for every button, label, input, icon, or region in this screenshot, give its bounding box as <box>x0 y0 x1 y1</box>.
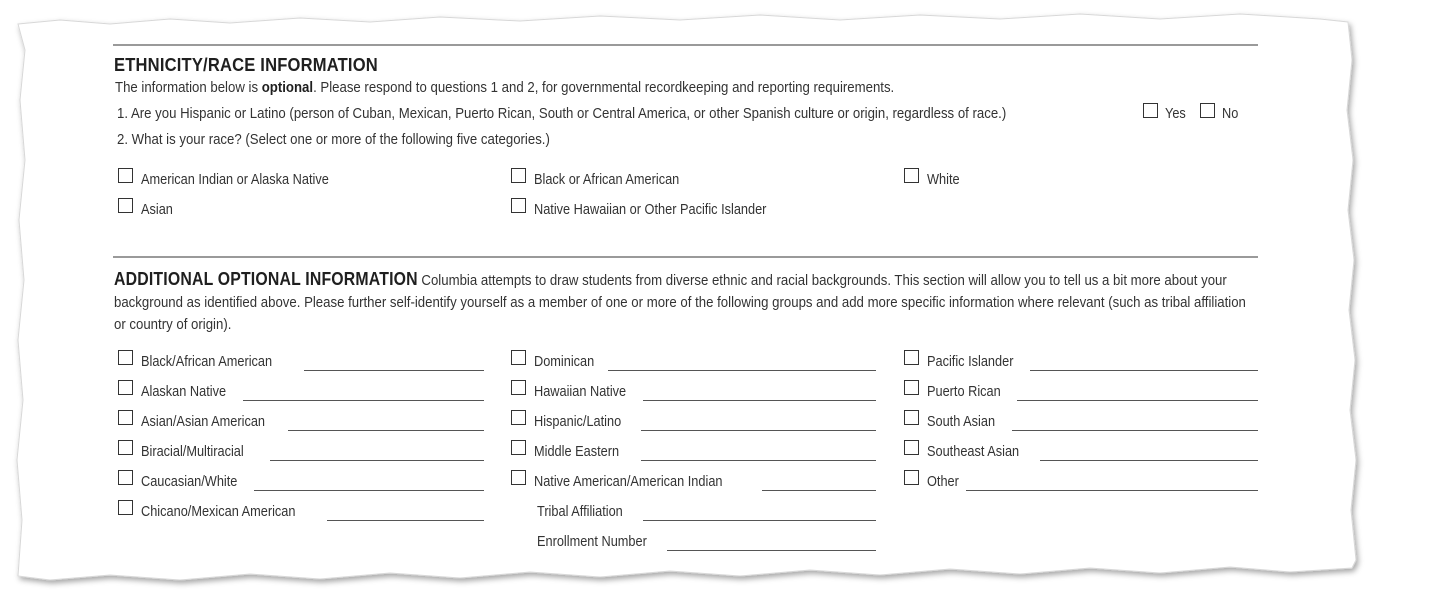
write-in-line[interactable] <box>288 430 484 431</box>
additional-info-description: Columbia attempts to draw students from diverse ethnic and racial backgrounds. This section will allow you to tell us a bit more about your background as identified above. Please further self-identify yourself as a member of one or more of the following groups and add more specific information where relevant (such as tribal affiliation or country of origin). <box>114 272 1246 333</box>
group-label: Southeast Asian <box>927 443 1020 460</box>
group-label: Alaskan Native <box>141 383 227 400</box>
enrollment-number-line[interactable] <box>667 550 876 551</box>
group-checkbox-puerto-rican[interactable] <box>904 380 919 395</box>
race-label-native-hawaiian: Native Hawaiian or Other Pacific Islander <box>534 201 767 218</box>
group-checkbox-hawaiian-native[interactable] <box>511 380 526 395</box>
race-checkbox-black[interactable] <box>511 168 526 183</box>
write-in-line[interactable] <box>641 430 876 431</box>
tribal-affiliation-line[interactable] <box>643 520 876 521</box>
write-in-line[interactable] <box>1030 370 1258 371</box>
no-checkbox[interactable] <box>1200 103 1215 118</box>
write-in-line[interactable] <box>270 460 484 461</box>
write-in-line[interactable] <box>304 370 484 371</box>
group-checkbox-asian-american[interactable] <box>118 410 133 425</box>
group-label: Other <box>927 473 959 490</box>
write-in-line[interactable] <box>643 400 876 401</box>
write-in-line[interactable] <box>762 490 876 491</box>
group-checkbox-black-african-american[interactable] <box>118 350 133 365</box>
group-checkbox-chicano[interactable] <box>118 500 133 515</box>
write-in-line[interactable] <box>1012 430 1258 431</box>
write-in-line[interactable] <box>243 400 484 401</box>
group-checkbox-other[interactable] <box>904 470 919 485</box>
group-checkbox-native-american[interactable] <box>511 470 526 485</box>
group-label: Middle Eastern <box>534 443 620 460</box>
race-label-black: Black or African American <box>534 171 680 188</box>
group-checkbox-south-asian[interactable] <box>904 410 919 425</box>
group-checkbox-biracial[interactable] <box>118 440 133 455</box>
yes-label: Yes <box>1165 105 1186 122</box>
group-label: Hispanic/Latino <box>534 413 622 430</box>
group-checkbox-alaskan-native[interactable] <box>118 380 133 395</box>
group-label: Asian/Asian American <box>141 413 266 430</box>
group-label: Caucasian/White <box>141 473 238 490</box>
group-checkbox-caucasian[interactable] <box>118 470 133 485</box>
question-2: 2. What is your race? (Select one or more of the following five categories.) <box>117 131 550 148</box>
group-label: Puerto Rican <box>927 383 1001 400</box>
race-label-american-indian: American Indian or Alaska Native <box>141 171 329 188</box>
group-label: Biracial/Multiracial <box>141 443 244 460</box>
yes-checkbox[interactable] <box>1143 103 1158 118</box>
group-label: South Asian <box>927 413 996 430</box>
write-in-line[interactable] <box>1040 460 1258 461</box>
question-1: 1. Are you Hispanic or Latino (person of Cuban, Mexican, Puerto Rican, South or Central America, or other Spanish culture or origin, regardless of race.) <box>117 105 1007 122</box>
write-in-line[interactable] <box>641 460 876 461</box>
race-checkbox-asian[interactable] <box>118 198 133 213</box>
write-in-line[interactable] <box>1017 400 1258 401</box>
race-checkbox-american-indian[interactable] <box>118 168 133 183</box>
group-label: Black/African American <box>141 353 273 370</box>
group-checkbox-dominican[interactable] <box>511 350 526 365</box>
group-checkbox-hispanic-latino[interactable] <box>511 410 526 425</box>
write-in-line[interactable] <box>254 490 484 491</box>
group-checkbox-pacific-islander[interactable] <box>904 350 919 365</box>
no-label: No <box>1222 105 1239 122</box>
group-checkbox-middle-eastern[interactable] <box>511 440 526 455</box>
additional-info-title: ADDITIONAL OPTIONAL INFORMATION <box>114 269 418 289</box>
group-label: Native American/American Indian <box>534 473 723 490</box>
enrollment-number-label: Enrollment Number <box>537 533 647 550</box>
write-in-line[interactable] <box>608 370 876 371</box>
write-in-line[interactable] <box>966 490 1258 491</box>
group-label: Hawaiian Native <box>534 383 627 400</box>
section-divider-middle <box>113 256 1258 258</box>
additional-info-paragraph <box>114 268 1249 336</box>
race-label-asian: Asian <box>141 201 173 218</box>
write-in-line[interactable] <box>327 520 484 521</box>
race-label-white: White <box>927 171 960 188</box>
race-checkbox-native-hawaiian[interactable] <box>511 198 526 213</box>
ethnicity-race-title: ETHNICITY/RACE INFORMATION <box>114 55 378 75</box>
tribal-affiliation-label: Tribal Affiliation <box>537 503 623 520</box>
group-label: Chicano/Mexican American <box>141 503 296 520</box>
intro-text: The information below is optional. Please respond to questions 1 and 2, for governmental recordkeeping and reporting requirements. <box>115 79 895 96</box>
group-checkbox-southeast-asian[interactable] <box>904 440 919 455</box>
section-divider-top <box>113 44 1258 46</box>
race-checkbox-white[interactable] <box>904 168 919 183</box>
group-label: Pacific Islander <box>927 353 1014 370</box>
group-label: Dominican <box>534 353 595 370</box>
